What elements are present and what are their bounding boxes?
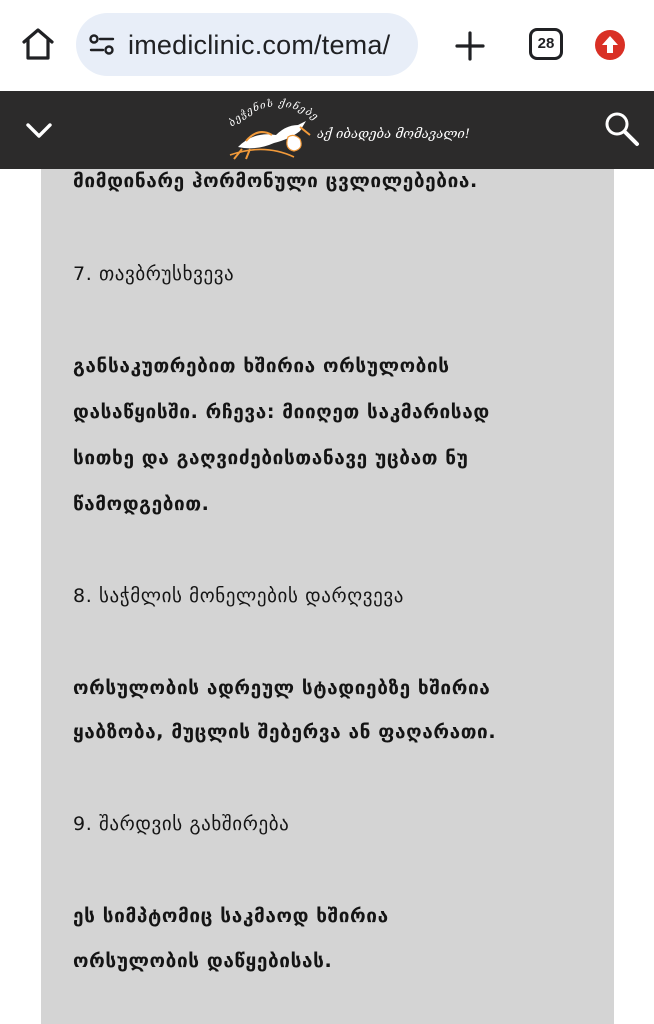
search-icon[interactable] [602, 109, 642, 149]
update-icon[interactable] [594, 29, 626, 61]
paragraph-line: მიმდინარე ჰორმონული ცვლილებებია. [73, 170, 478, 192]
paragraph-line: ეს სიმპტომიც საკმაოდ ხშირია [73, 905, 389, 927]
paragraph-line: ორსულობის ადრეულ სტადიებზე ხშირია [73, 677, 491, 699]
logo-tagline: აქ იბადება მომავალი! [317, 127, 470, 142]
chevron-down-icon[interactable] [22, 113, 56, 147]
browser-toolbar [0, 0, 654, 90]
tabs-icon[interactable]: 28 [529, 28, 563, 60]
logo-text: ბეჭენის ქინებე [226, 98, 321, 130]
home-icon[interactable] [18, 24, 58, 64]
paragraph-line: დასაწყისში. რჩევა: მიიღეთ საკმარისად [73, 401, 490, 423]
section-heading-9: 9. შარდვის გახშირება [73, 813, 290, 835]
paragraph-line: წამოდგებით. [73, 493, 210, 515]
paragraph-line: ორსულობის დაწყებისას. [73, 950, 333, 972]
paragraph-line: განსაკუთრებით ხშირია ორსულობის [73, 355, 450, 377]
svg-text:ბეჭენის ქინებე [227, 98, 321, 129]
site-header [0, 91, 654, 169]
site-settings-icon[interactable] [88, 33, 116, 57]
section-heading-7: 7. თავბრუსხვევა [73, 263, 235, 285]
url-text[interactable]: imediclinic.com/tema/ [128, 30, 391, 60]
section-heading-8: 8. საჭმლის მონელების დარღვევა [73, 585, 404, 607]
paragraph-line: სითხე და გაღვიძებისთანავე უცბათ ნუ [73, 447, 469, 469]
plus-icon[interactable] [450, 26, 490, 66]
address-bar[interactable] [76, 13, 418, 76]
paragraph-line: ყაბზობა, მუცლის შებერვა ან ფაღარათი. [73, 721, 497, 743]
